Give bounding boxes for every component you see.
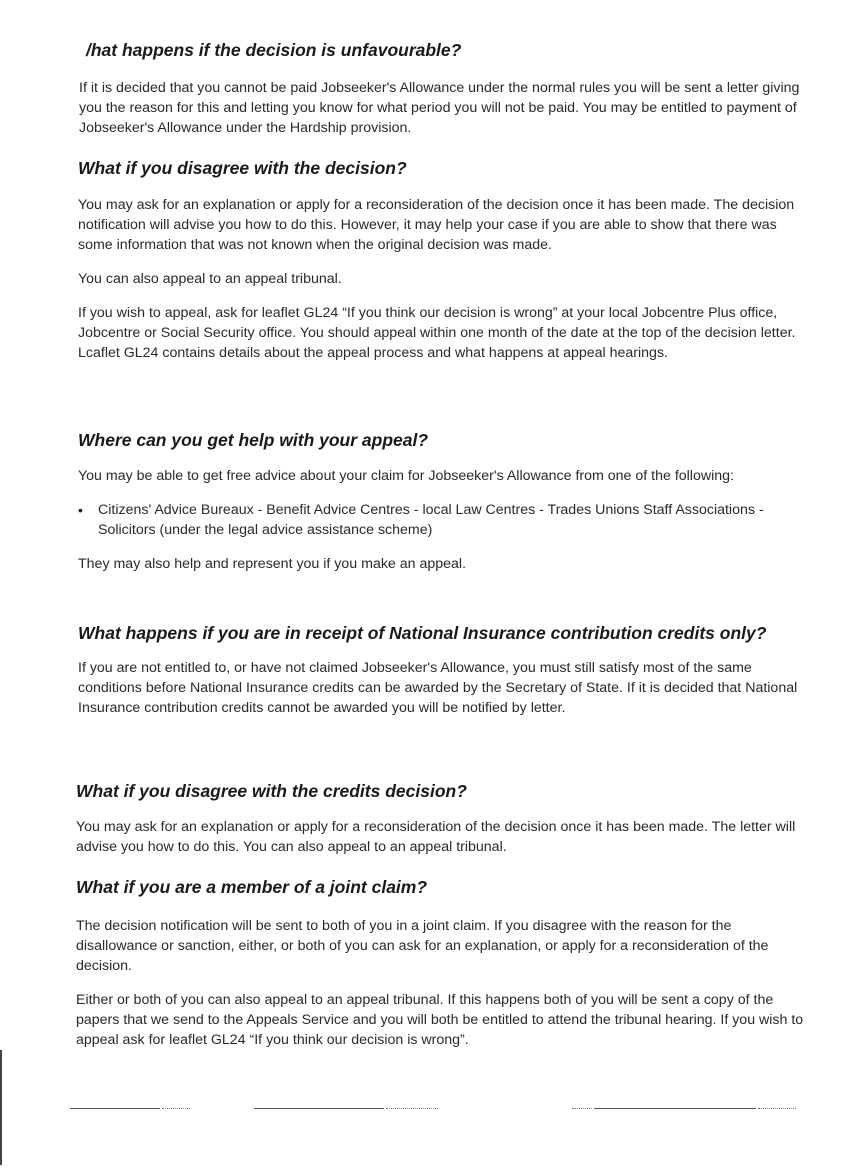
section-unfavourable-decision [79, 39, 808, 138]
footer-rule-right [594, 1108, 756, 1109]
footer-dots-middle [386, 1108, 438, 1109]
section-joint-claim [76, 876, 808, 1050]
para-ni-credits-1: If you are not entitled to, or have not claimed Jobseeker's Allowance, you must still satisfy most of the same conditions before National Insurance credits can be awarded by the Secretary of State. If it is decided that National Insurance contribution credits cannot be awarded you will be notified by letter. [78, 660, 798, 716]
section-help-appeal [78, 429, 778, 574]
heading-ni-credits: What happens if you are in receipt of National Insurance contribution credits only? [78, 623, 767, 643]
para-joint-claim-2: Either or both of you can also appeal to an appeal tribunal. If this happens both of you will be sent a copy of the papers that we send to the Appeals Service and you will both be entitled to attend the tribunal hearing. If you wish to appeal ask for leaflet GL24 “If you think our decision is wrong”. [76, 992, 804, 1048]
heading-help: Where can you get help with your appeal? [78, 430, 429, 450]
section-disagree-decision [78, 157, 808, 363]
footer-dots-right [758, 1108, 796, 1109]
scan-edge-mark [0, 1050, 2, 1165]
advice-sources: Citizens' Advice Bureaux - Benefit Advice Centres - local Law Centres - Trades Unions Staff Associations - Solicitors (under the legal advice assistance scheme) [98, 502, 764, 538]
footer-dots-right-start [572, 1108, 592, 1109]
section-credits-disagree [76, 780, 808, 857]
bullet-icon: • [78, 502, 83, 518]
section-ni-credits [78, 622, 808, 718]
advice-list-item [78, 500, 778, 540]
para-help-1: You may be able to get free advice about your claim for Jobseeker's Allowance from one of the following: [78, 468, 734, 484]
footer-rule-middle [254, 1108, 384, 1109]
para-disagree-3: If you wish to appeal, ask for leaflet GL24 “If you think our decision is wrong” at your local Jobcentre Plus office, Jobcentre or Social Security office. You should appeal within one month of the date at the top of the decision letter. Lcaflet GL24 contains details about the appeal process and what happens at appeal hearings. [78, 305, 796, 361]
footer-dots-left [162, 1108, 190, 1109]
heading-unfavourable: /hat happens if the decision is unfavourable? [86, 40, 462, 60]
heading-disagree: What if you disagree with the decision? [78, 158, 407, 178]
para-help-2: They may also help and represent you if you make an appeal. [78, 556, 467, 572]
heading-joint-claim: What if you are a member of a joint claim? [76, 877, 428, 897]
para-disagree-2: You can also appeal to an appeal tribunal. [78, 271, 342, 287]
para-unfavourable-1: If it is decided that you cannot be paid Jobseeker's Allowance under the normal rules you will be sent a letter giving you the reason for this and letting you know for what period you will not be paid. You may be entitled to payment of Jobseeker's Allowance under the Hardship provision. [79, 80, 800, 136]
heading-credits-disagree: What if you disagree with the credits decision? [76, 781, 467, 801]
para-disagree-1: You may ask for an explanation or apply for a reconsideration of the decision once it has been made. The decision notification will advise you how to do this. However, it may help your case if you are able to show that there was some information that was not known when the original decision was made. [78, 197, 795, 253]
footer-rule-left [70, 1108, 160, 1109]
para-joint-claim-1: The decision notification will be sent to both of you in a joint claim. If you disagree with the reason for the disallowance or sanction, either, or both of you can ask for an explanation, or apply for a reconsideration of the decision. [76, 918, 769, 974]
para-credits-disagree-1: You may ask for an explanation or apply for a reconsideration of the decision once it has been made. The letter will advise you how to do this. You can also appeal to an appeal tribunal. [76, 819, 796, 855]
